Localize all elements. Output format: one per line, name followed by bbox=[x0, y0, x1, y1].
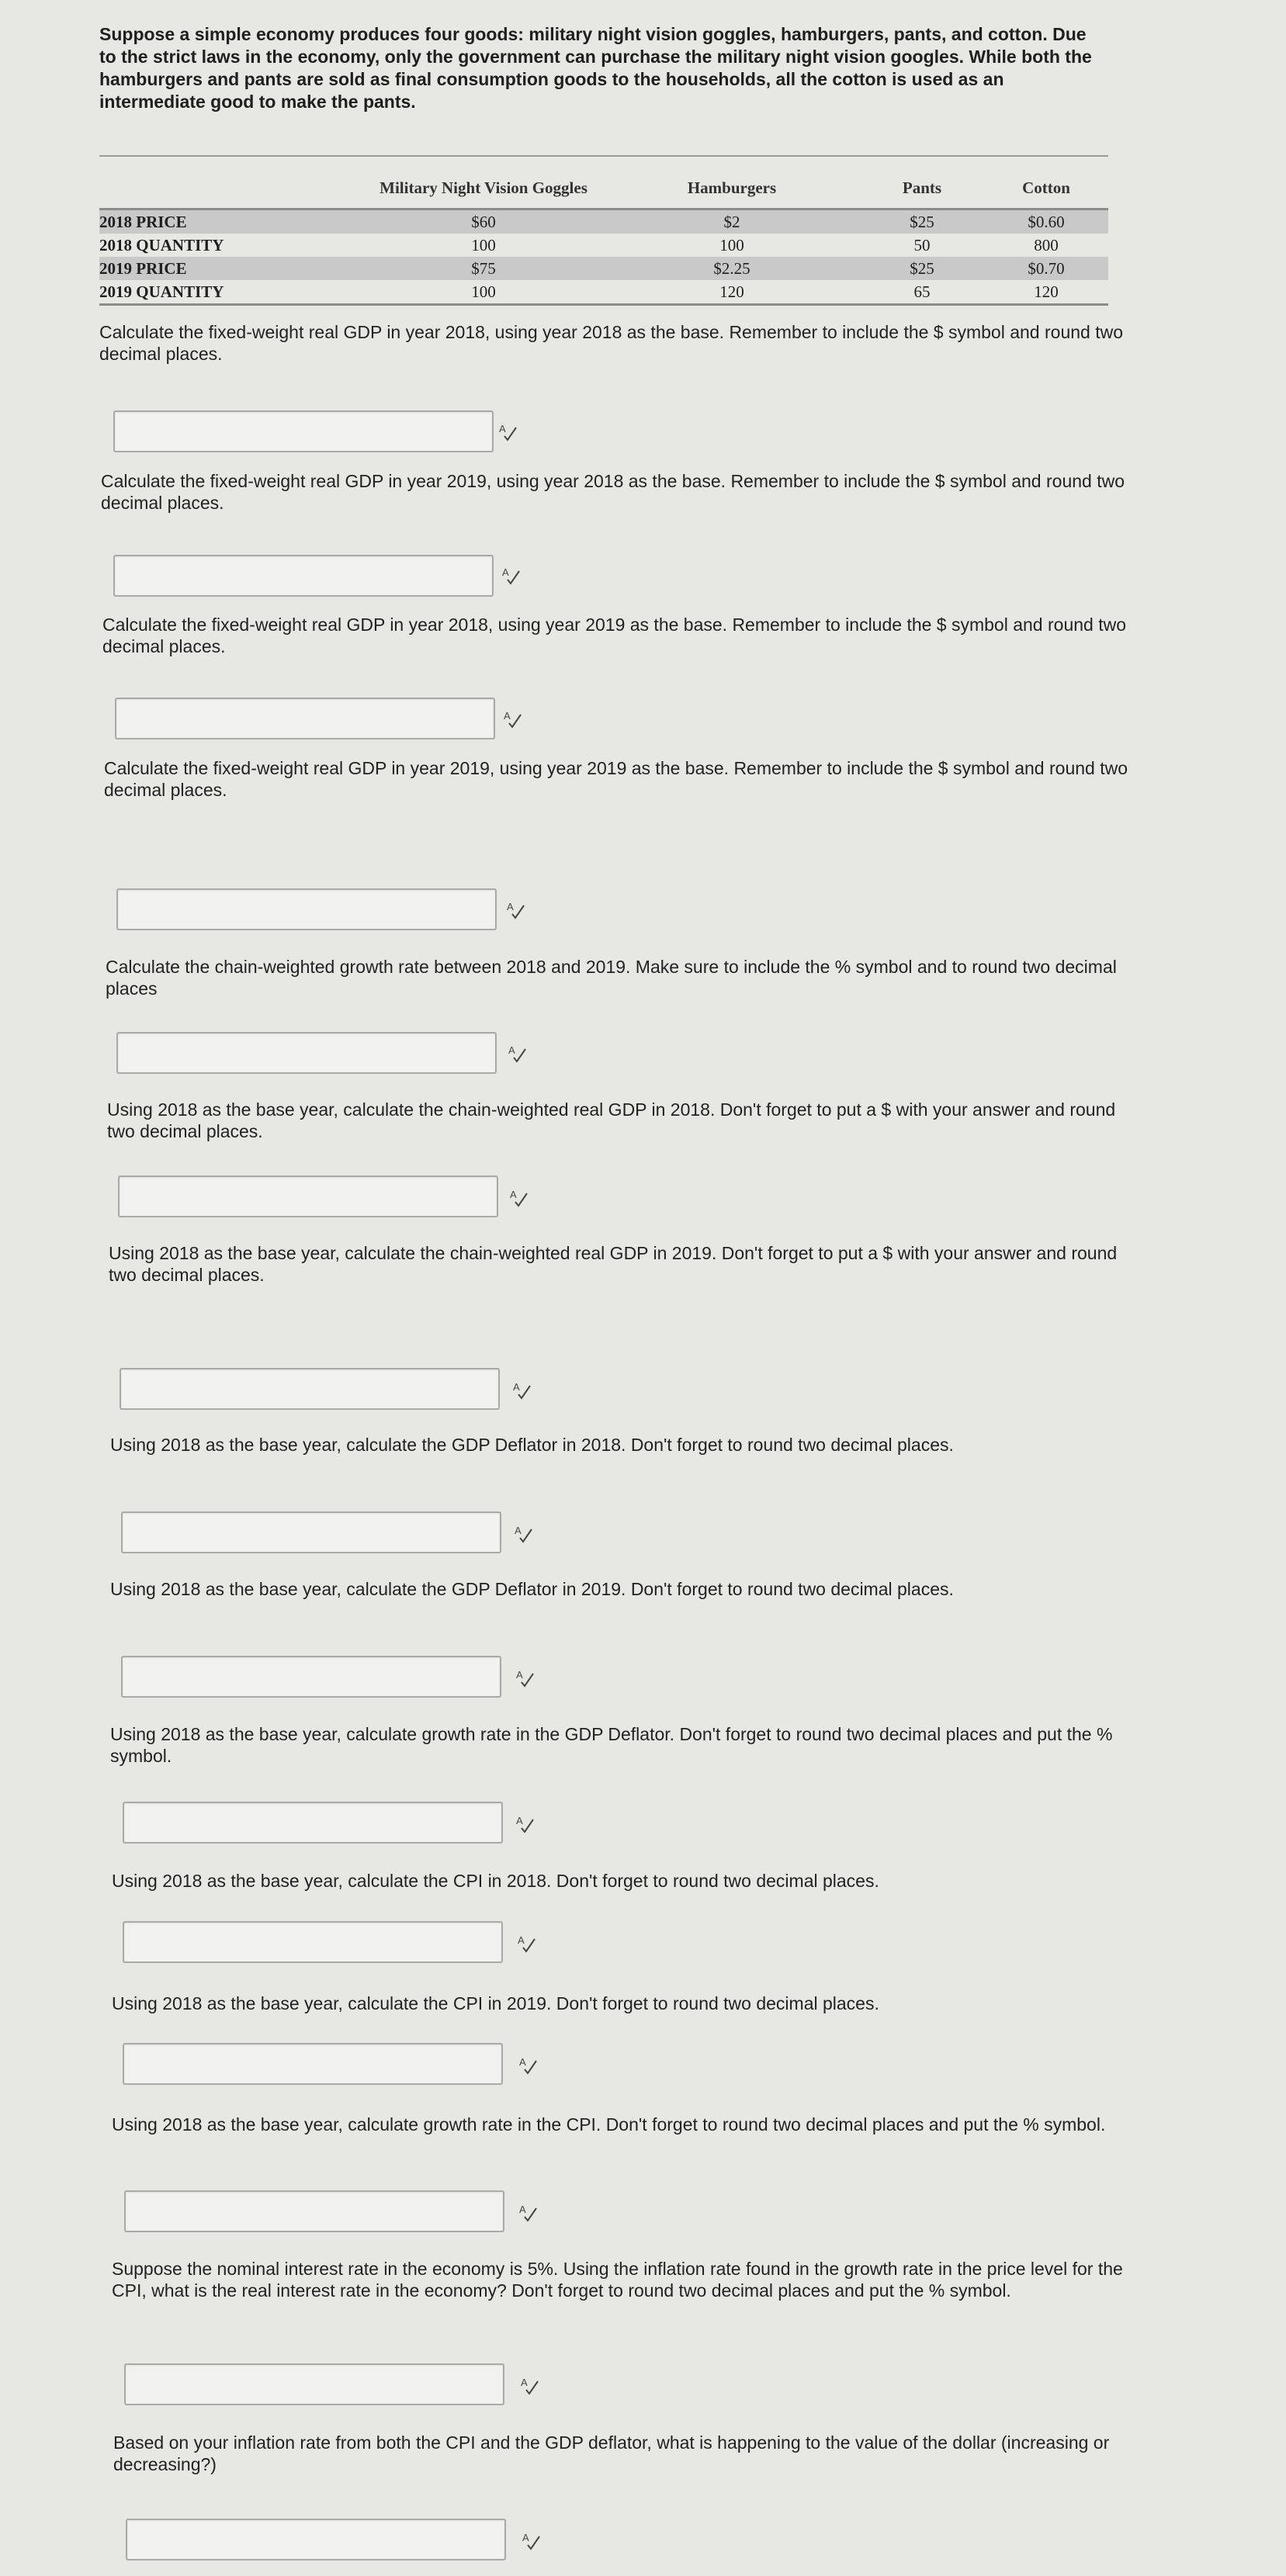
svg-text:A: A bbox=[504, 710, 511, 722]
table-cell: $25 bbox=[860, 257, 984, 280]
table-cell: $25 bbox=[860, 209, 984, 234]
answer-input-1[interactable] bbox=[113, 410, 494, 452]
spellcheck-icon[interactable] bbox=[514, 1813, 536, 1834]
answer-input-9[interactable] bbox=[121, 1656, 501, 1698]
spellcheck-icon[interactable] bbox=[504, 898, 526, 920]
answer-input-12[interactable] bbox=[123, 2043, 503, 2085]
answer-input-15[interactable] bbox=[126, 2519, 506, 2560]
spellcheck-icon[interactable] bbox=[512, 1522, 534, 1544]
spellcheck-icon[interactable] bbox=[497, 421, 518, 442]
table-cell: 120 bbox=[984, 280, 1108, 305]
row-label: 2018 QUANTITY bbox=[99, 235, 224, 254]
table-header-blank bbox=[99, 168, 363, 209]
svg-text:A: A bbox=[507, 901, 514, 912]
table-cell: 50 bbox=[913, 235, 931, 254]
spellcheck-icon[interactable] bbox=[508, 1186, 529, 1208]
question-2-text: Calculate the fixed-weight real GDP in year 2019, using year 2018 as the base. Remember to include the $ symbol and round two decimal places. bbox=[101, 471, 1125, 513]
svg-text:A: A bbox=[518, 1934, 525, 1946]
answer-input-11[interactable] bbox=[123, 1921, 503, 1963]
table-cell: 100 bbox=[471, 235, 496, 254]
answer-input-7[interactable] bbox=[120, 1368, 500, 1410]
question-1-text: Calculate the fixed-weight real GDP in year 2018, using year 2018 as the base. Remember to include the $ symbol and round two decimal places. bbox=[99, 322, 1123, 364]
question-6-text: Using 2018 as the base year, calculate the chain-weighted real GDP in 2018. Don't forget to put a $ with your answer and round two decimal places. bbox=[107, 1099, 1116, 1141]
table-cell: $2.25 bbox=[604, 257, 860, 280]
answer-input-2[interactable] bbox=[113, 555, 494, 597]
answer-input-5[interactable] bbox=[116, 1032, 497, 1074]
spellcheck-icon[interactable] bbox=[515, 1932, 537, 1954]
table-cell: $0.60 bbox=[984, 209, 1108, 234]
svg-text:A: A bbox=[508, 1044, 515, 1056]
svg-text:A: A bbox=[521, 2377, 528, 2388]
question-12-text: Using 2018 as the base year, calculate the CPI in 2019. Don't forget to round two decimal places. bbox=[112, 1993, 879, 2013]
svg-text:A: A bbox=[516, 1815, 523, 1826]
goods-table bbox=[99, 168, 1108, 306]
svg-text:A: A bbox=[516, 1669, 523, 1681]
spellcheck-icon[interactable] bbox=[506, 1042, 528, 1064]
question-14-text: Suppose the nominal interest rate in the economy is 5%. Using the inflation rate found in the growth rate in the price level for the CPI, what is the real interest rate in the economy? Don't forget to round two decimal places and put the % symbol. bbox=[112, 2259, 1123, 2301]
spellcheck-icon[interactable] bbox=[511, 1379, 532, 1401]
table-row bbox=[99, 257, 1108, 280]
spellcheck-icon[interactable] bbox=[500, 564, 522, 586]
answer-input-13[interactable] bbox=[124, 2190, 504, 2232]
table-cell: 100 bbox=[363, 280, 604, 305]
spellcheck-icon[interactable] bbox=[514, 1667, 536, 1688]
question-9-text: Using 2018 as the base year, calculate the GDP Deflator in 2019. Don't forget to round two decimal places. bbox=[110, 1579, 954, 1599]
spellcheck-icon[interactable] bbox=[517, 2201, 539, 2223]
question-7-text: Using 2018 as the base year, calculate the chain-weighted real GDP in 2019. Don't forget to put a $ with your answer and round two decimal places. bbox=[109, 1243, 1118, 1285]
table-cell: $75 bbox=[363, 257, 604, 280]
spellcheck-icon[interactable] bbox=[518, 2374, 540, 2396]
table-cell: 65 bbox=[860, 280, 984, 305]
problem-intro: Suppose a simple economy produces four goods: military night vision goggles, hamburgers, pants, and cotton. Due to the strict laws in the economy, only the government can purchase the military night vision googles. While both the hamburgers and pants are sold as final consumption goods to the households, all the cotton is used as an intermediate good to make the pants. bbox=[99, 24, 1092, 112]
question-5-text: Calculate the chain-weighted growth rate between 2018 and 2019. Make sure to include the % symbol and to round two decimal places bbox=[106, 957, 1117, 999]
question-8-text: Using 2018 as the base year, calculate the GDP Deflator in 2018. Don't forget to round two decimal places. bbox=[110, 1435, 954, 1455]
table-cell: $2 bbox=[604, 209, 860, 234]
question-3-text: Calculate the fixed-weight real GDP in year 2018, using year 2019 as the base. Remember to include the $ symbol and round two decimal places. bbox=[102, 615, 1126, 656]
table-header-pants: Pants bbox=[860, 168, 984, 209]
svg-text:A: A bbox=[502, 566, 509, 578]
spellcheck-icon[interactable] bbox=[517, 2054, 539, 2076]
table-cell: $60 bbox=[363, 209, 604, 234]
table-header-cotton: Cotton bbox=[984, 168, 1108, 209]
svg-text:A: A bbox=[522, 2532, 529, 2543]
answer-input-3[interactable] bbox=[115, 698, 495, 739]
svg-text:A: A bbox=[519, 2056, 526, 2068]
table-header-row bbox=[99, 168, 1108, 209]
answer-input-14[interactable] bbox=[124, 2363, 504, 2405]
row-label: 2018 PRICE bbox=[99, 209, 363, 234]
answer-input-6[interactable] bbox=[118, 1175, 498, 1217]
svg-text:A: A bbox=[515, 1525, 522, 1536]
answer-input-8[interactable] bbox=[121, 1511, 501, 1553]
table-row bbox=[99, 234, 1108, 257]
row-label: 2019 QUANTITY bbox=[99, 280, 363, 305]
table-cell: 800 bbox=[1034, 235, 1059, 254]
question-11-text: Using 2018 as the base year, calculate the CPI in 2018. Don't forget to round two decimal places. bbox=[112, 1871, 879, 1891]
spellcheck-icon[interactable] bbox=[520, 2529, 542, 2551]
table-row bbox=[99, 280, 1108, 305]
table-cell: 100 bbox=[719, 235, 744, 254]
question-10-text: Using 2018 as the base year, calculate growth rate in the GDP Deflator. Don't forget to round two decimal places and put the % symbol. bbox=[110, 1724, 1113, 1766]
answer-input-10[interactable] bbox=[123, 1802, 503, 1844]
svg-text:A: A bbox=[519, 2204, 526, 2215]
table-header-goggles: Military Night Vision Goggles bbox=[363, 168, 604, 209]
answer-input-4[interactable] bbox=[116, 888, 497, 930]
svg-text:A: A bbox=[499, 423, 506, 435]
question-13-text: Using 2018 as the base year, calculate growth rate in the CPI. Don't forget to round two decimal places and put the % symbol. bbox=[112, 2114, 1106, 2135]
table-header-hamburgers: Hamburgers bbox=[604, 168, 860, 209]
svg-text:A: A bbox=[510, 1189, 517, 1200]
table-cell: 120 bbox=[604, 280, 860, 305]
table-cell: $0.70 bbox=[984, 257, 1108, 280]
question-15-text: Based on your inflation rate from both the CPI and the GDP deflator, what is happening to the value of the dollar (increasing or decreasing?) bbox=[113, 2432, 1110, 2474]
table-top-rule bbox=[99, 155, 1108, 157]
question-4-text: Calculate the fixed-weight real GDP in year 2019, using year 2019 as the base. Remember to include the $ symbol and round two decimal places. bbox=[104, 758, 1128, 800]
table-row bbox=[99, 209, 1108, 234]
spellcheck-icon[interactable] bbox=[501, 708, 523, 729]
row-label: 2019 PRICE bbox=[99, 257, 363, 280]
svg-text:A: A bbox=[513, 1381, 520, 1393]
